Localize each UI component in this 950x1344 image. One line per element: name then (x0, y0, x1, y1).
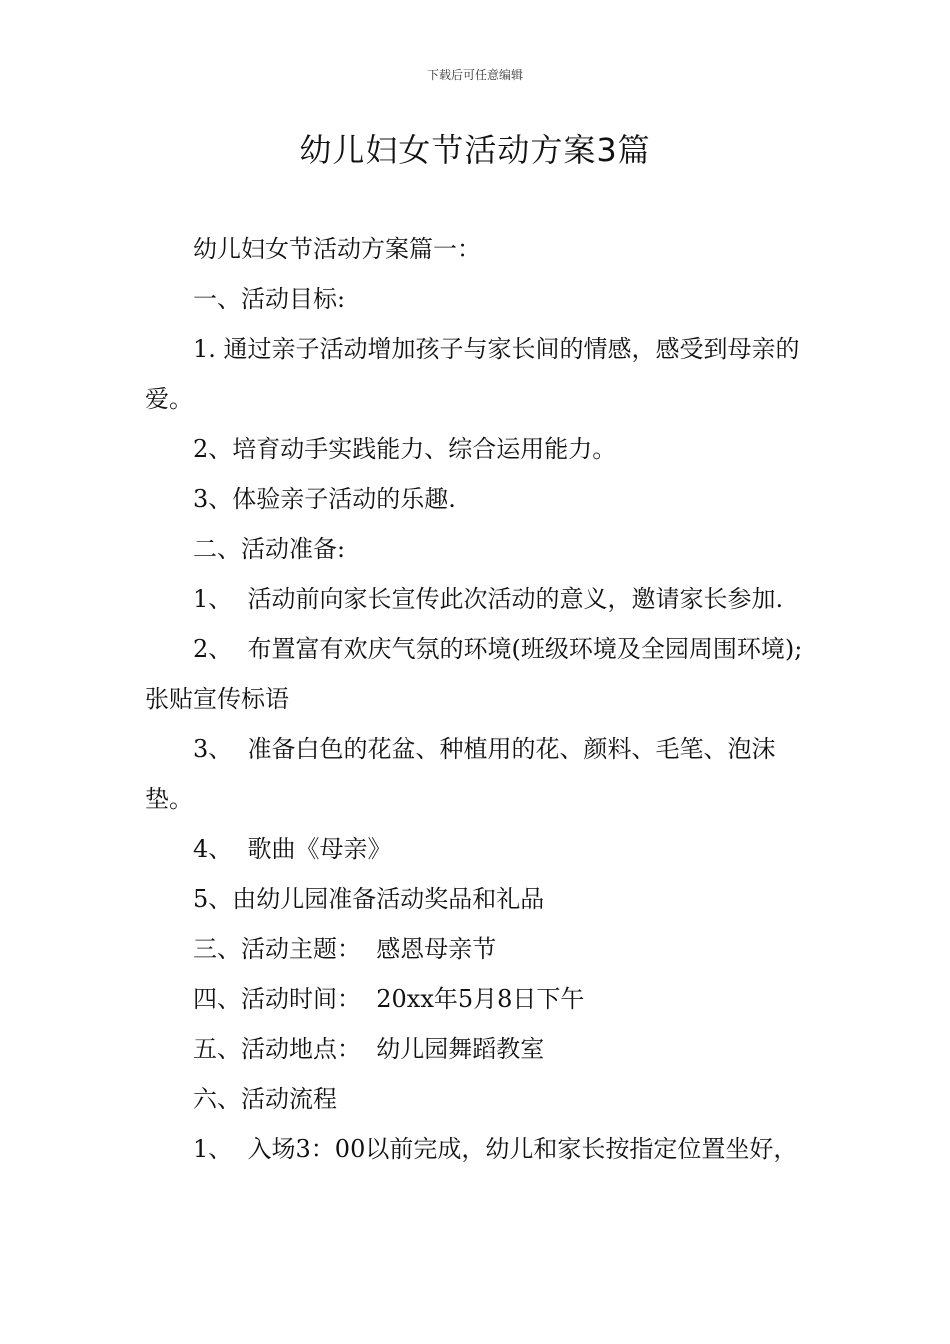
document-title: 幼儿妇女节活动方案3篇 (299, 131, 651, 169)
paragraph-location: 五、活动地点： 幼儿园舞蹈教室 (193, 1035, 545, 1063)
paragraph-goal-2: 2、培育动手实践能力、综合运用能力。 (193, 435, 617, 463)
paragraph-goal-1: 1. 通过亲子活动增加孩子与家长间的情感，感受到母亲的爱。 (145, 335, 800, 413)
paragraph-preparation-heading: 二、活动准备: (193, 535, 346, 563)
paragraph-section-heading: 幼儿妇女节活动方案篇一： (193, 235, 481, 263)
header-note: 下载后可任意编辑 (426, 68, 523, 82)
paragraph-process-1: 1、 入场3：00以前完成，幼儿和家长按指定位置坐好， (193, 1135, 798, 1163)
paragraph-preparation-4: 4、 歌曲《母亲》 (193, 835, 392, 863)
paragraph-process-heading: 六、活动流程 (193, 1085, 337, 1113)
paragraph-time: 四、活动时间： 20xx年5月8日下午 (193, 985, 585, 1013)
paragraph-preparation-5: 5、由幼儿园准备活动奖品和礼品 (193, 885, 545, 913)
paragraph-goal-3: 3、体验亲子活动的乐趣. (193, 485, 456, 513)
paragraph-preparation-3: 3、 准备白色的花盆、种植用的花、颜料、毛笔、泡沫垫。 (145, 735, 776, 813)
paragraph-goals-heading: 一、活动目标: (193, 285, 346, 313)
paragraph-preparation-1: 1、 活动前向家长宣传此次活动的意义，邀请家长参加. (193, 585, 784, 613)
paragraph-preparation-2: 2、 布置富有欢庆气氛的环境(班级环境及全园周围环境);张贴宣传标语 (145, 635, 803, 713)
paragraph-theme: 三、活动主题： 感恩母亲节 (193, 935, 497, 963)
document-body (145, 224, 810, 1174)
